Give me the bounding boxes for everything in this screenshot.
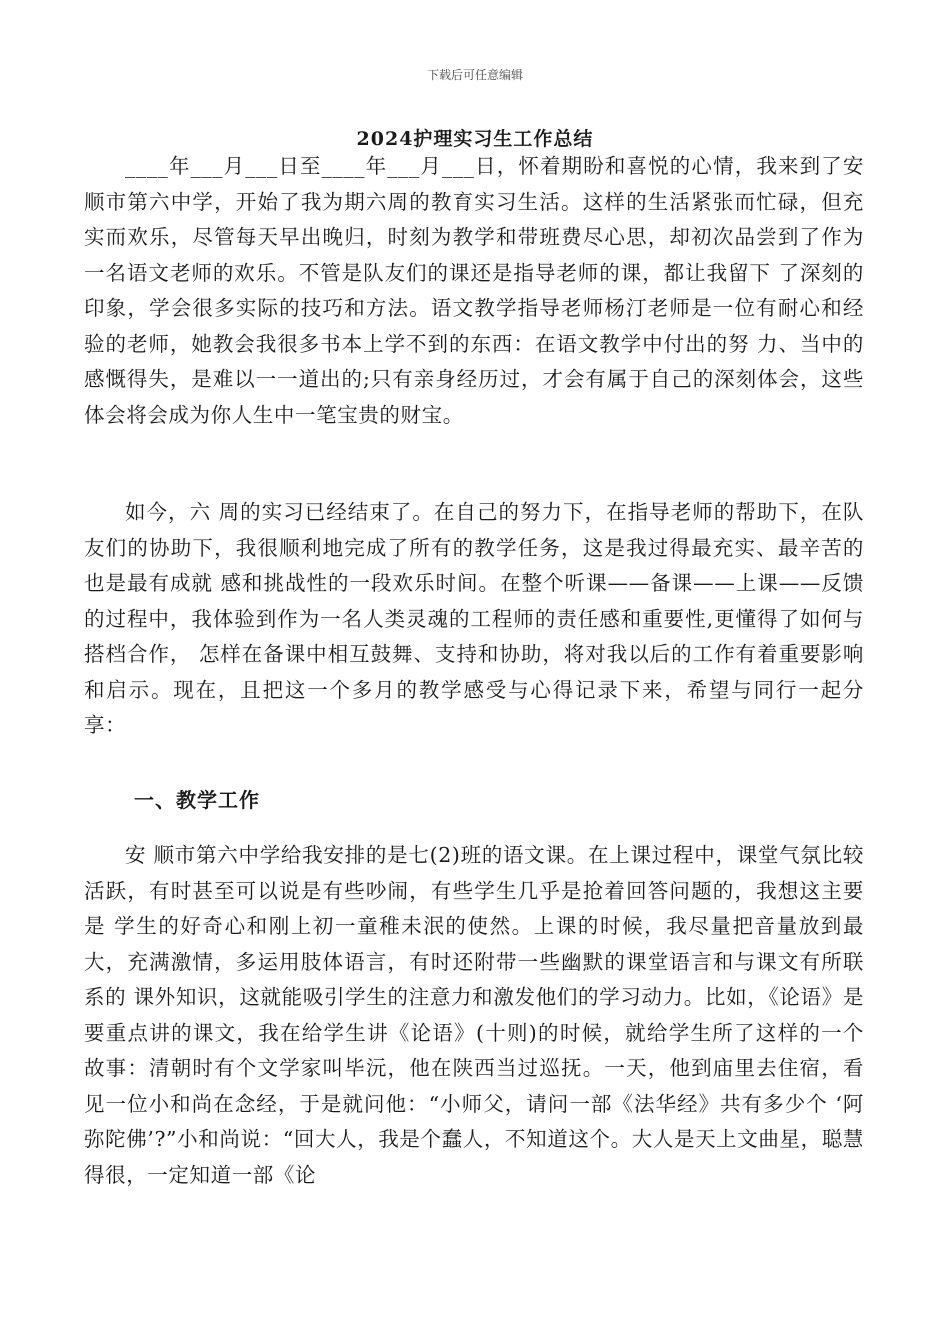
document-title: 2024护理实习生工作总结 [356,128,594,150]
paragraph-2: 如今，六 周的实习已经结束了。在自己的努力下，在指导老师的帮助下，在队友们的协助下，我很顺利地完成了所有的教学任务，这是我过得最充实、最辛苦的也是最有成就 感和挑战性的一段欢乐时间。在整个听课——备课——上课——反馈的过程中，我体验到作为一名人类灵魂的工程师的责任感和重要性,更懂得了如何与搭档合作， 怎样在备课中相互鼓舞、支持和协助，将对我以后的工作有着重要影响和启示。现在，且把这一个多月的教学感受与心得记录下来，希望与同行一起分享： [84,500,864,737]
header-note: 下载后可任意编辑 [426,68,523,82]
section-heading-teaching: 一、教学工作 [134,788,260,812]
paragraph-3: 安 顺市第六中学给我安排的是七(2)班的语文课。在上课过程中，课堂气氛比较活跃，有时甚至可以说是有些吵闹，有些学生几乎是抢着回答问题的，我想这主要是 学生的好奇心和刚上初一童稚未泯的使然。上课的时候，我尽量把音量放到最大，充满激情，多运用肢体语言，有时还附带一些幽默的课堂语言和与课文有所联系的 课外知识，这就能吸引学生的注意力和激发他们的学习动力。比如，《论语》是要重点讲的课文，我在给学生讲《论语》(十则)的时候，就给学生所了这样的一个 故事：清朝时有个文学家叫毕沅，他在陕西当过巡抚。一天，他到庙里去住宿，看见一位小和尚在念经，于是就问他：“小师父，请问一部《法华经》共有多少个 ‘阿弥陀佛’?”小和尚说：“回大人，我是个蠢人，不知道这个。大人是天上文曲星，聪慧得很，一定知道一部《论 [84,843,864,1187]
teaching-section [84,838,864,1193]
intro-section [84,149,864,433]
paragraph-1: ____年___月___日至____年___月___日，怀着期盼和喜悦的心情，我来到了安顺市第六中学，开始了我为期六周的教育实习生活。这样的生活紧张而忙碌，但充实而欢乐，尽管每天早出晚归，时刻为教学和带班费尽心思，却初次品尝到了作为一名语文老师的欢乐。不管是队友们的课还是指导老师的课，都让我留下 了深刻的印象，学会很多实际的技巧和方法。语文教学指导老师杨汀老师是一位有耐心和经验的老师，她教会我很多书本上学不到的东西：在语文教学中付出的努 力、当中的感慨得失，是难以一一道出的;只有亲身经历过，才会有属于自己的深刻体会，这些体会将会成为你人生中一笔宝贵的财宝。 [84,154,864,427]
reflection-section [84,495,864,744]
